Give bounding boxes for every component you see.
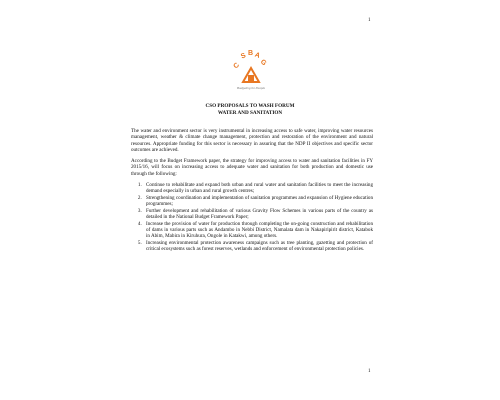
document-heading xyxy=(0,103,500,117)
document-body xyxy=(131,128,373,253)
paragraph-strategy: According to the Budget Framework paper, the strategy for improving access to water and sanitation facilities in FY 2015/16, will focus on increasing access to adequate water and sanitation for both production and domestic use through the following: xyxy=(131,158,373,177)
paragraph-intro: The water and environment sector is very instrumental in increasing access to safe water, improving water resources management, weather & climate change management, protection and restoration of the environment and natural resources. Appropriate funding for this sector is necessary in assuring that the NDP II objectives and specific sector outcomes are achieved. xyxy=(131,128,373,153)
logo-letter-c: C xyxy=(232,61,241,71)
logo-letter-g: G xyxy=(258,58,268,68)
logo-letter-b: B xyxy=(248,50,254,57)
list-item: 4. Increase the provision of water for production through completing the on-going construction and rehabilitation of dams in various parts such as Andambo in Nebbi District, Namalata dam in Nakapiripirit district, Katabok in Abim, Mabira in Kiruhura, Ongole in Katakwi, among others. xyxy=(143,221,373,240)
heading-line-2: WATER AND SANITATION xyxy=(217,110,283,116)
list-item: 2. Strengthening coordination and implementation of sanitation programmes and expansion of Hygiene education programmes; xyxy=(143,195,373,208)
strategy-list xyxy=(131,182,373,252)
csbag-logo-icon xyxy=(228,48,274,94)
logo-letter-a: A xyxy=(253,51,261,60)
logo-letter-s: S xyxy=(240,52,247,61)
page-number-top: 1 xyxy=(368,18,371,23)
logo-tagline: Budgeting for People xyxy=(236,86,266,90)
list-item: 1. Continue to rehabilitate and expand both urban and rural water and sanitation facilities to meet the increasing demand especially in urban and rural growth centres; xyxy=(143,182,373,195)
heading-line-1: CSO PROPOSALS TO WASH FORUM xyxy=(205,103,295,109)
list-item: 3. Further development and rehabilitation of various Gravity Flow Schemes in various parts of the country as detailed in the National Budget Framework Paper; xyxy=(143,208,373,221)
list-item: 5. Increasing environmental protection awareness campaigns such as tree planting, gazetting and protection of critical ecosystems such as forest reserves, wetlands and enforcement of environmental protection policies. xyxy=(143,240,373,253)
page-number-bottom: 1 xyxy=(368,369,371,374)
logo-house-door xyxy=(248,75,254,82)
